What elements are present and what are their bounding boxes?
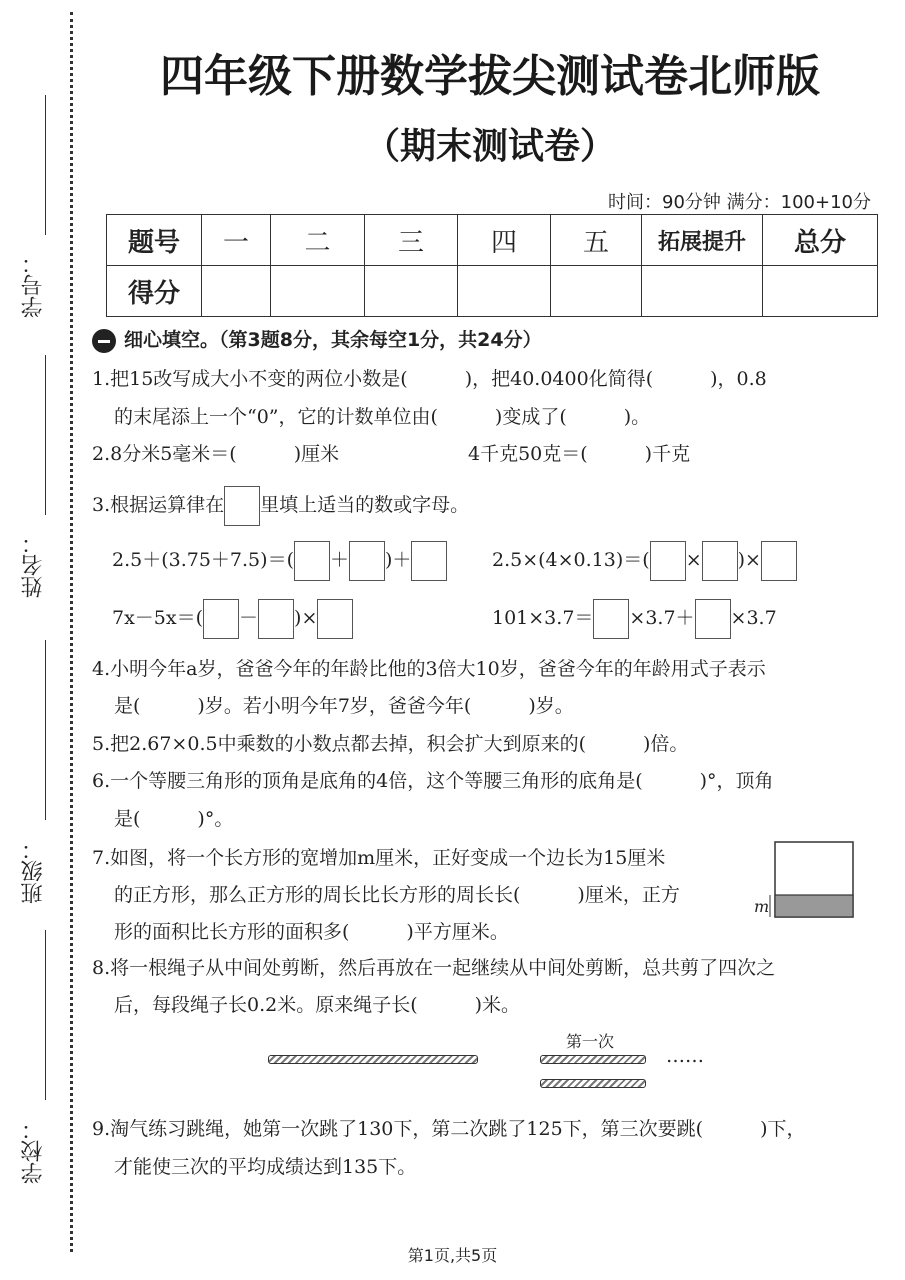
exam-meta: 时间：90分钟 满分：100+10分 xyxy=(608,192,871,213)
school-label: 学校： xyxy=(21,1118,46,1184)
question-1-line-2: 的末尾添上一个“0”，它的计数单位由( )变成了( )。 xyxy=(114,406,651,428)
score-row-label: 得分 xyxy=(107,266,202,317)
score-table xyxy=(106,214,878,317)
question-3-expression-4 xyxy=(492,598,777,639)
question-4-line-2: 是( )岁。若小明今年7岁，爸爸今年( )岁。 xyxy=(114,695,574,717)
expr-text: )× xyxy=(737,549,761,571)
answer-box[interactable] xyxy=(593,599,629,639)
expr-text: × xyxy=(685,549,702,571)
student-id-blank-line xyxy=(45,95,46,235)
header-cell: 二 xyxy=(271,215,365,266)
score-table-header-row xyxy=(107,215,878,266)
expr-text: ×3.7 xyxy=(730,607,777,629)
school-blank-line xyxy=(45,930,46,1100)
question-7-line-3: 形的面积比长方形的面积多( )平方厘米。 xyxy=(114,921,509,943)
header-cell: 一 xyxy=(202,215,271,266)
score-cell[interactable] xyxy=(458,266,551,317)
expr-text: )＋ xyxy=(385,549,412,571)
question-3-prompt-post: 里填上适当的数或字母。 xyxy=(260,494,470,516)
section-one-icon xyxy=(92,329,116,353)
question-2-part-b: 4千克50克＝( )千克 xyxy=(468,443,691,465)
answer-box[interactable] xyxy=(317,599,353,639)
answer-box[interactable] xyxy=(411,541,447,581)
expr-text: 2.5×(4×0.13)＝( xyxy=(492,549,650,571)
answer-box[interactable] xyxy=(294,541,330,581)
score-cell[interactable] xyxy=(271,266,365,317)
expr-text: 7x－5x＝( xyxy=(112,607,204,629)
expr-text: 101×3.7＝ xyxy=(492,607,594,629)
rope-half-2 xyxy=(540,1079,646,1088)
header-cell: 题号 xyxy=(107,215,202,266)
question-9-line-1: 9.淘气练习跳绳，她第一次跳了130下，第二次跳了125下，第三次要跳( )下， xyxy=(92,1118,806,1140)
expr-text: ×3.7＋ xyxy=(629,607,695,629)
question-3-prompt xyxy=(92,485,469,526)
name-label: 姓名： xyxy=(21,532,46,598)
question-7-line-2: 的正方形，那么正方形的周长比长方形的周长长( )厘米，正方 xyxy=(114,884,680,906)
rope-half-1 xyxy=(540,1055,646,1064)
question-8-line-1: 8.将一根绳子从中间处剪断，然后再放在一起继续从中间处剪断，总共剪了四次之 xyxy=(92,957,776,979)
page-subtitle: （期末测试卷） xyxy=(363,126,616,167)
question-8-line-2: 后，每段绳子长0.2米。原来绳子长( )米。 xyxy=(114,994,521,1016)
expr-text: )× xyxy=(294,607,318,629)
shaded-strip xyxy=(775,895,853,917)
question-3-expression-3 xyxy=(112,598,353,639)
answer-box[interactable] xyxy=(258,599,294,639)
answer-box[interactable] xyxy=(702,541,738,581)
question-3-expression-1 xyxy=(112,540,447,581)
m-label: m xyxy=(754,897,770,916)
question-6-line-1: 6.一个等腰三角形的顶角是底角的4倍，这个等腰三角形的底角是( )°，顶角 xyxy=(92,770,774,792)
header-cell: 总分 xyxy=(763,215,878,266)
question-2-part-a: 2.8分米5毫米＝( )厘米 xyxy=(92,443,340,465)
header-cell: 五 xyxy=(551,215,642,266)
question-3-prompt-pre: 3.根据运算律在 xyxy=(92,494,225,516)
name-blank-line xyxy=(45,355,46,515)
header-cell: 拓展提升 xyxy=(642,215,763,266)
page-number: 第1页,共5页 xyxy=(407,1246,498,1265)
question-1-line-1: 1.把15改写成大小不变的两位小数是( )，把40.0400化简得( )，0.8 xyxy=(92,368,767,390)
score-cell[interactable] xyxy=(202,266,271,317)
expr-text: － xyxy=(239,607,259,629)
question-6-line-2: 是( )°。 xyxy=(114,808,234,830)
rope-whole xyxy=(268,1055,478,1064)
page-title: 四年级下册数学拔尖测试卷北师版 xyxy=(160,51,820,102)
answer-box[interactable] xyxy=(761,541,797,581)
section-heading xyxy=(92,327,542,353)
question-9-line-2: 才能使三次的平均成绩达到135下。 xyxy=(114,1156,417,1178)
student-id-label: 学号： xyxy=(21,252,46,318)
class-blank-line xyxy=(45,640,46,820)
rope-ellipsis: …… xyxy=(666,1045,704,1067)
rope-cut-caption: 第一次 xyxy=(566,1032,615,1051)
question-7-line-1: 7.如图，将一个长方形的宽增加m厘米，正好变成一个边长为15厘米 xyxy=(92,847,666,869)
expr-text: ＋ xyxy=(329,549,349,571)
answer-box[interactable] xyxy=(695,599,731,639)
binding-dotted-line xyxy=(70,12,73,1252)
class-label: 班级： xyxy=(21,838,46,904)
header-cell: 三 xyxy=(365,215,458,266)
question-3-expression-2 xyxy=(492,540,797,581)
score-cell[interactable] xyxy=(763,266,878,317)
header-cell: 四 xyxy=(458,215,551,266)
answer-box[interactable] xyxy=(650,541,686,581)
answer-box-example xyxy=(224,486,260,526)
question-4-line-1: 4.小明今年a岁，爸爸今年的年龄比他的3倍大10岁，爸爸今年的年龄用式子表示 xyxy=(92,658,766,680)
score-cell[interactable] xyxy=(642,266,763,317)
section-heading-text: 细心填空。（第3题8分，其余每空1分，共24分） xyxy=(124,329,542,351)
question-5: 5.把2.67×0.5中乘数的小数点都去掉，积会扩大到原来的( )倍。 xyxy=(92,733,689,755)
answer-box[interactable] xyxy=(203,599,239,639)
score-cell[interactable] xyxy=(551,266,642,317)
score-cell[interactable] xyxy=(365,266,458,317)
rectangle-square-figure xyxy=(748,838,858,923)
expr-text: 2.5＋(3.75＋7.5)＝( xyxy=(112,549,294,571)
answer-box[interactable] xyxy=(349,541,385,581)
score-table-score-row xyxy=(107,266,878,317)
